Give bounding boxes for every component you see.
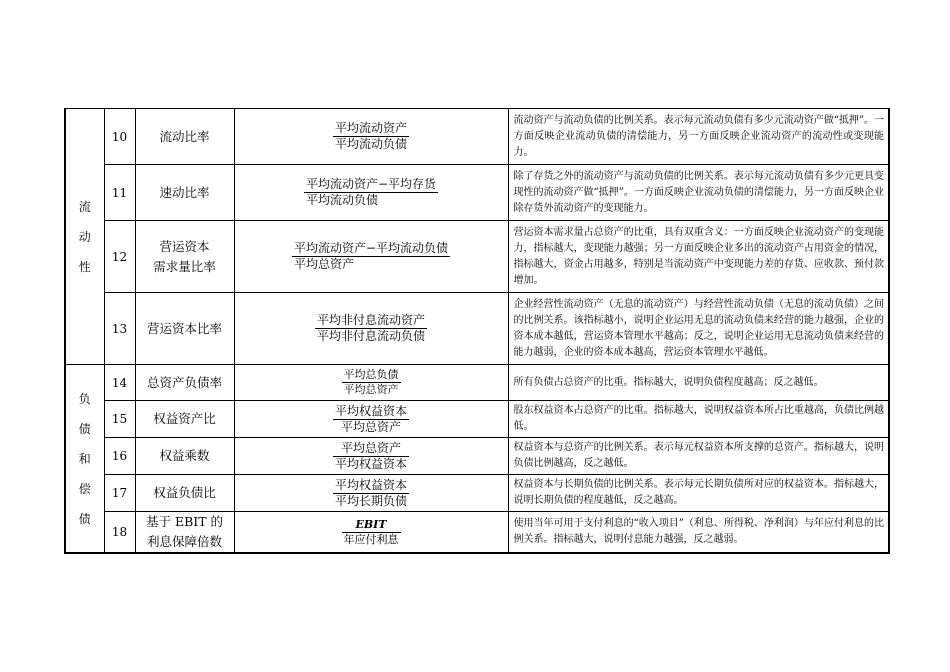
fraction xyxy=(342,519,401,546)
group-char: 偿 xyxy=(78,481,91,496)
financial-ratio-table xyxy=(64,108,890,554)
fraction xyxy=(315,314,427,343)
group-char: 流 xyxy=(78,199,91,214)
ratio-formula xyxy=(234,293,508,365)
fraction xyxy=(304,178,438,207)
numerator: 平均权益资本 xyxy=(334,403,407,418)
fraction xyxy=(333,479,409,508)
table-row xyxy=(65,221,889,293)
group-char: 和 xyxy=(78,451,91,466)
ratio-description: 除了存货之外的流动资产与流动负债的比例关系。表示每元流动负债有多少元更具变现性的流动资产做“抵押”。一方面反映企业流动负债的清偿能力，另一方面反映企业除存货外流动资产的变现能力。 xyxy=(508,165,889,221)
row-number: 16 xyxy=(104,438,135,475)
group-char: 债 xyxy=(78,421,91,436)
numerator: 平均总资产 xyxy=(333,442,409,457)
ratio-description: 权益资本与长期负债的比例关系。表示每元长期负债所对应的权益资本。指标越大，说明长期负债的程度越低，反之越高。 xyxy=(508,475,889,512)
denominator: 平均权益资本 xyxy=(334,456,407,471)
row-number: 14 xyxy=(104,365,135,401)
table-row xyxy=(65,165,889,221)
ratio-formula xyxy=(234,365,508,401)
table-row xyxy=(65,109,889,165)
ratio-name-line: 总资产负债率 xyxy=(146,374,222,390)
ratio-formula xyxy=(234,401,508,438)
ratio-name xyxy=(135,221,234,293)
ratio-name xyxy=(135,365,234,401)
row-number: 18 xyxy=(104,512,135,554)
ratio-name xyxy=(135,401,234,438)
table-row xyxy=(65,438,889,475)
ratio-description: 权益资本与总资产的比例关系。表示每元权益资本所支撑的总资产。指标越大，说明负债比例越高，反之越低。 xyxy=(508,438,889,475)
denominator: 年应付利息 xyxy=(343,532,399,546)
group-solvency xyxy=(65,365,104,554)
numerator: 平均流动资产−平均存货 xyxy=(305,177,437,191)
ratio-name-line: 利息保障倍数 xyxy=(146,534,222,549)
row-number: 15 xyxy=(104,401,135,438)
ratio-name-line: 流动比率 xyxy=(159,128,210,144)
ratio-formula xyxy=(234,512,508,554)
ratio-name-line: 速动比率 xyxy=(159,184,210,200)
table-row xyxy=(65,475,889,512)
table-row xyxy=(65,512,889,554)
ratio-name-line: 营运资本比率 xyxy=(146,320,222,336)
denominator: 平均总资产 xyxy=(293,257,354,271)
row-number: 12 xyxy=(104,221,135,293)
fraction xyxy=(333,442,409,471)
numerator: 平均权益资本 xyxy=(334,477,407,492)
ratio-formula xyxy=(234,221,508,293)
group-liquidity xyxy=(65,109,104,365)
ratio-description: 营运资本需求量占总资产的比重，具有双重含义：一方面反映企业流动资产的变现能力，指标越大，变现能力越强；另一方面反映企业多出的流动资产占用资金的情况，指标越大，资金占用越多，特别是当流动资产中变现能力差的存货、应收款、预付款增加。 xyxy=(508,221,889,293)
denominator: 平均非付息流动负债 xyxy=(316,329,425,343)
denominator: 平均流动负债 xyxy=(334,137,407,151)
denominator: 平均长期负债 xyxy=(334,493,407,508)
ratio-name-line: 权益资产比 xyxy=(153,411,216,426)
table-row xyxy=(65,401,889,438)
table-row xyxy=(65,293,889,365)
table-row xyxy=(65,365,889,401)
numerator: 平均流动资产−平均流动负债 xyxy=(293,241,449,255)
group-char: 负 xyxy=(78,391,91,406)
ratio-description: 所有负债占总资产的比重。指标越大，说明负债程度越高；反之越低。 xyxy=(508,365,889,401)
group-char: 性 xyxy=(78,259,91,274)
row-number: 10 xyxy=(104,109,135,165)
ratio-formula xyxy=(234,109,508,165)
ratio-name-line: 基于 EBIT 的 xyxy=(145,514,224,529)
ratio-name-line: 权益乘数 xyxy=(159,448,210,463)
ratio-name-line: 需求量比率 xyxy=(153,258,216,274)
ratio-description: 企业经营性流动资产（无息的流动资产）与经营性流动负债（无息的流动负债）之间的比例关系。该指标越小，说明企业运用无息的流动负债来经营的能力越强，企业的资本成本越低，营运资本管理水平越高；反之，说明企业运用无息流动负债来经营的能力越弱，企业的资本成本越高，营运资本管理水平越低。 xyxy=(508,293,889,365)
numerator: EBIT xyxy=(342,519,401,533)
ratio-name xyxy=(135,512,234,554)
group-char: 债 xyxy=(78,511,91,526)
ratio-description: 流动资产与流动负债的比例关系。表示每元流动负债有多少元流动资产做“抵押”。一方面反映企业流动负债的清偿能力，另一方面反映企业流动资产的流动性或变现能力。 xyxy=(508,109,889,165)
fraction xyxy=(342,369,401,396)
denominator: 平均总资产 xyxy=(340,419,401,434)
ratio-name-line: 营运资本 xyxy=(159,238,210,254)
denominator: 平均流动负债 xyxy=(305,193,378,207)
ratio-formula xyxy=(234,165,508,221)
ratio-formula xyxy=(234,438,508,475)
numerator: 平均流动资产 xyxy=(334,121,407,135)
row-number: 17 xyxy=(104,475,135,512)
fraction xyxy=(333,405,409,434)
ratio-name xyxy=(135,438,234,475)
ratio-name xyxy=(135,475,234,512)
numerator: 平均非付息流动资产 xyxy=(316,313,425,327)
ratio-name xyxy=(135,293,234,365)
numerator: 平均总负债 xyxy=(343,368,399,381)
ratio-description: 股东权益资本占总资产的比重。指标越大，说明权益资本所占比重越高，负债比例越低。 xyxy=(508,401,889,438)
ratio-name xyxy=(135,165,234,221)
ratio-name-line: 权益负债比 xyxy=(153,485,216,500)
fraction xyxy=(333,122,409,151)
row-number: 11 xyxy=(104,165,135,221)
ratio-description: 使用当年可用于支付利息的“收入项目”（利息、所得税、净利润）与年应付利息的比例关系。指标越大，说明付息能力越强，反之越弱。 xyxy=(508,512,889,554)
ratio-formula xyxy=(234,475,508,512)
ratio-name xyxy=(135,109,234,165)
row-number: 13 xyxy=(104,293,135,365)
denominator: 平均总资产 xyxy=(343,383,399,396)
fraction xyxy=(292,242,450,271)
group-char: 动 xyxy=(78,229,91,244)
